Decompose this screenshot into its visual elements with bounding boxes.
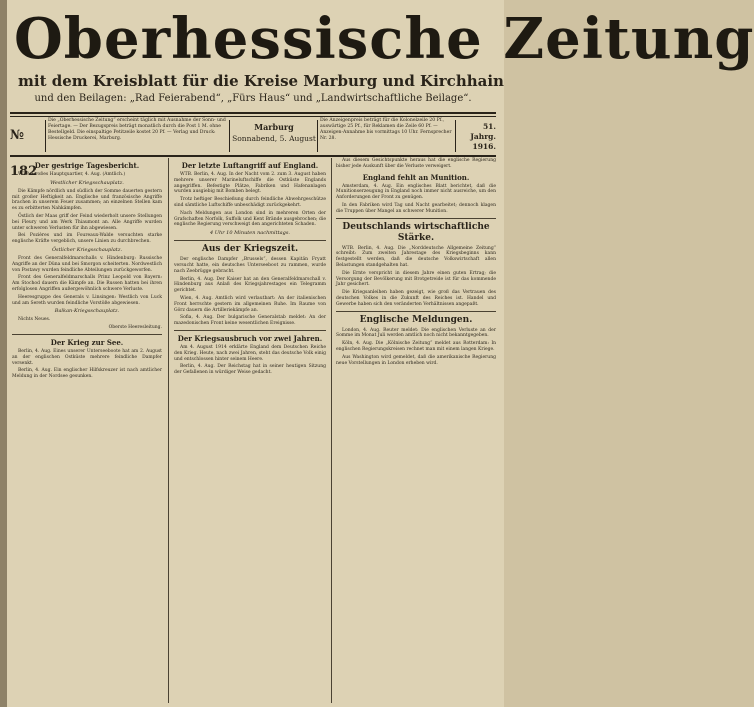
section-divider (12, 334, 162, 335)
article-paragraph: Aus diesem Gesichtspunkte heraus hat die englische Regierung bisher jede Auskunft über die Verluste verweigert. (336, 158, 496, 169)
article-paragraph: Der englische Dampfer „Brussels“, dessen Kapitän Fryatt versucht hatte, ein deutsches Unterseeboot zu rammen, wurde nach Zeebrügge gebracht. (174, 257, 326, 274)
top-rule-thin (10, 116, 496, 117)
article-paragraph: Berlin, 4. Aug. Der Kaiser hat an den Generalfeldmarschall v. Hindenburg aus Anlaß des Kriegsjahrestages ein Telegramm gerichtet. (174, 276, 326, 294)
article-heading: Deutschlands wirtschaftliche Stärke. (342, 221, 490, 243)
subscription-note: Die „Oberhessische Zeitung“ erscheint täglich mit Ausnahme der Sonn- und Feiertage. — Der Bezugspreis beträgt monatlich durch die Post 1 M. ohne Bestellgeld. Die einspaltige Petitzeile kostet 20 Pf. — Verlag und Druck: Hessische Druckerei, Marburg. (48, 118, 226, 141)
article-heading: Der Kriegsausbruch vor zwei Jahren. (177, 333, 323, 343)
article-heading: Der gestrige Tagesbericht. (34, 161, 140, 170)
article-heading: Der Krieg zur See. (50, 337, 124, 347)
article-paragraph: Heeresgruppe des Generals v. Linsingen: Westlich von Luck und am Sereth wurden feindliche Vorstöße abgewiesen. (12, 294, 162, 306)
column-2 (174, 158, 326, 703)
article-paragraph: WTB. Berlin, 4. Aug. Die „Norddeutsche Allgemeine Zeitung“ schreibt: Zum zweiten Jahrestage des Kriegsbeginns kann festgestellt werden, daß die deutsche Volkswirtschaft allen Belastungen standgehalten hat. (336, 245, 496, 268)
article-subhead: Westlicher Kriegsschauplatz. (50, 179, 124, 186)
article-paragraph: Trotz heftiger Beschießung durch feindliche Abwehrgeschütze sind sämtliche Luftschiffe unbeschädigt zurückgekehrt. (174, 197, 326, 208)
column-3 (336, 158, 496, 703)
article-paragraph: Die Kämpfe nördlich und südlich der Somme dauerten gestern mit großer Heftigkeit an. Englische und französische Angriffe brachen in unserem Feuer zusammen; an einzelnen Stellen kam es zu erbitterten Nahkämpfen. (12, 188, 162, 212)
article-paragraph: Köln, 4. Aug. Die „Kölnische Zeitung“ meldet aus Rotterdam: In englischen Regierungskreisen rechnet man mit einem langen Kriege. (336, 341, 496, 352)
column-1 (12, 158, 162, 703)
section-divider (336, 311, 496, 312)
article-paragraph: Front des Generalfeldmarschalls Prinz Leopold von Bayern: Am Stochod dauern die Kämpfe an. Die Russen hatten bei ihren erfolglosen Angriffen außergewöhnlich schwere Verluste. (12, 275, 162, 292)
divider (229, 120, 230, 152)
article-paragraph: Berlin, 4. Aug. Der Reichstag hat in seiner heutigen Sitzung der Gefallenen in würdiger Weise gedacht. (174, 364, 326, 376)
issue-city: Marburg (254, 122, 294, 132)
volume-label: 51. Jahrg. (470, 122, 496, 141)
divider (317, 120, 318, 152)
article-heading: Aus der Kriegszeit. (201, 244, 299, 255)
article-subhead: 4 Uhr 10 Minuten nachmittags. (210, 230, 290, 237)
article-heading: England fehlt an Munition. (362, 172, 470, 182)
article-paragraph: London, 4. Aug. Reuter meldet: Die englischen Verluste an der Somme im Monat Juli werden amtlich noch nicht bekanntgegeben. (336, 327, 496, 339)
article-paragraph: In den Fabriken wird Tag und Nacht gearbeitet; dennoch klagen die Truppen über Mangel an schwerer Munition. (336, 202, 496, 214)
volume-year: 1916. (472, 142, 496, 151)
article-paragraph: Aus Washington wird gemeldet, daß die amerikanische Regierung neue Vorstellungen in London erheben wird. (336, 354, 496, 366)
article-heading: Der letzte Luftangriff auf England. (181, 161, 319, 170)
column-separator (331, 158, 332, 703)
column-separator (168, 158, 169, 703)
masthead-subtitle: mit dem Kreisblatt für die Kreise Marburg und Kirchhain (18, 72, 504, 90)
article-paragraph: Sofia, 4. Aug. Der bulgarische Generalstab meldet: An der mazedonischen Front keine wesentlichen Ereignisse. (174, 315, 326, 327)
top-rule (10, 112, 496, 114)
header-bottom-rule (10, 155, 496, 157)
article-paragraph: Die Kriegsanleihen haben gezeigt, wie groß das Vertrauen des deutschen Volkes in die Zukunft des Reiches ist. Handel und Gewerbe haben sich den veränderten Verhältnissen angepaßt. (336, 290, 496, 307)
section-divider (174, 330, 326, 331)
article-dateline: WTB. Großes Hauptquartier, 4. Aug. (Amtlich.) (18, 172, 126, 177)
divider (45, 120, 46, 152)
article-heading: Englische Meldungen. (359, 314, 473, 325)
article-paragraph: Östlich der Maas griff der Feind wiederholt unsere Stellungen bei Fleury und am Werk Thiaumont an. Alle Angriffe wurden unter schweren Verlusten für ihn abgewiesen. (12, 213, 162, 231)
issue-number: № 182 (10, 128, 38, 179)
volume-info (456, 118, 496, 158)
article-paragraph: Front des Generalfeldmarschalls v. Hindenburg: Russische Angriffe an der Düna und bei Smorgon scheiterten. Nordwestlich von Postawy wurden feindliche Abteilungen zurückgeworfen. (12, 255, 162, 273)
article-paragraph: Bei Pozières und im Foureaux-Walde versuchten starke englische Kräfte vergeblich, unsere Linien zu durchbrechen. (12, 233, 162, 245)
article-paragraph: Berlin, 4. Aug. Ein englischer Hilfskreuzer ist nach amtlicher Meldung in der Nordsee gesunken. (12, 368, 162, 380)
article-paragraph: Die Ernte verspricht in diesem Jahre einen guten Ertrag; die Versorgung der Bevölkerung mit Brotgetreide ist für das kommende Jahr gesichert. (336, 270, 496, 288)
advertising-note: Die Anzeigenpreis beträgt für die Kolonelzeile 20 Pf., auswärtige 25 Pf., für Reklamen die Zeile 60 Pf. — Anzeigen-Annahme bis vormittags 10 Uhr. Fernsprecher Nr. 28. (320, 118, 452, 141)
article-paragraph: Berlin, 4. Aug. Eines unserer Unterseeboote hat am 2. August an der englischen Ostküste mehrere feindliche Dampfer versenkt. (12, 348, 162, 366)
article-signature: Oberste Heeresleitung. (108, 325, 162, 331)
article-paragraph: Am 4. August 1914 erklärte England dem Deutschen Reiche den Krieg. Heute, nach zwei Jahren, steht das deutsche Volk einig und entschlossen hinter seinem Heere. (174, 344, 326, 362)
article-paragraph: WTB. Berlin, 4. Aug. In der Nacht vom 2. zum 3. August haben mehrere unserer Marineluftschiffe die Ostküste Englands angegriffen. Befestigte Plätze, Fabriken und Hafenanlagen wurden ausgiebig mit Bomben belegt. (174, 172, 326, 195)
section-divider (174, 240, 326, 241)
article-paragraph: Nach Meldungen aus London sind in mehreren Orten der Grafschaften Norfolk, Suffolk und Kent Brände ausgebrochen; die englische Regierung verschweigt den angerichteten Schaden. (174, 210, 326, 228)
issue-date: Sonnabend, 5. August (232, 134, 316, 143)
article-paragraph: Amsterdam, 4. Aug. Ein englisches Blatt berichtet, daß die Munitionserzeugung in England noch immer nicht ausreiche, um den Anforderungen der Front zu genügen. (336, 183, 496, 201)
masthead-title: Oberhessische Zeitung (14, 6, 754, 72)
masthead-supplements: und den Beilagen: „Rad Feierabend“, „Fürs Haus“ und „Landwirtschaftliche Beilage“. (34, 93, 472, 104)
issue-dateline (232, 118, 316, 154)
article-subhead: Östlicher Kriegsschauplatz. (51, 246, 123, 253)
article-subhead: Balkan-Kriegsschauplatz. (54, 308, 120, 315)
section-divider (336, 218, 496, 219)
article-paragraph: Nichts Neues. (18, 317, 51, 323)
page-gutter (0, 0, 7, 707)
article-paragraph: Wien, 4. Aug. Amtlich wird verlautbart: An der italienischen Front herrschte gestern im allgemeinen Ruhe. Im Raume von Görz dauern die Artilleriekämpfe an. (174, 295, 326, 313)
